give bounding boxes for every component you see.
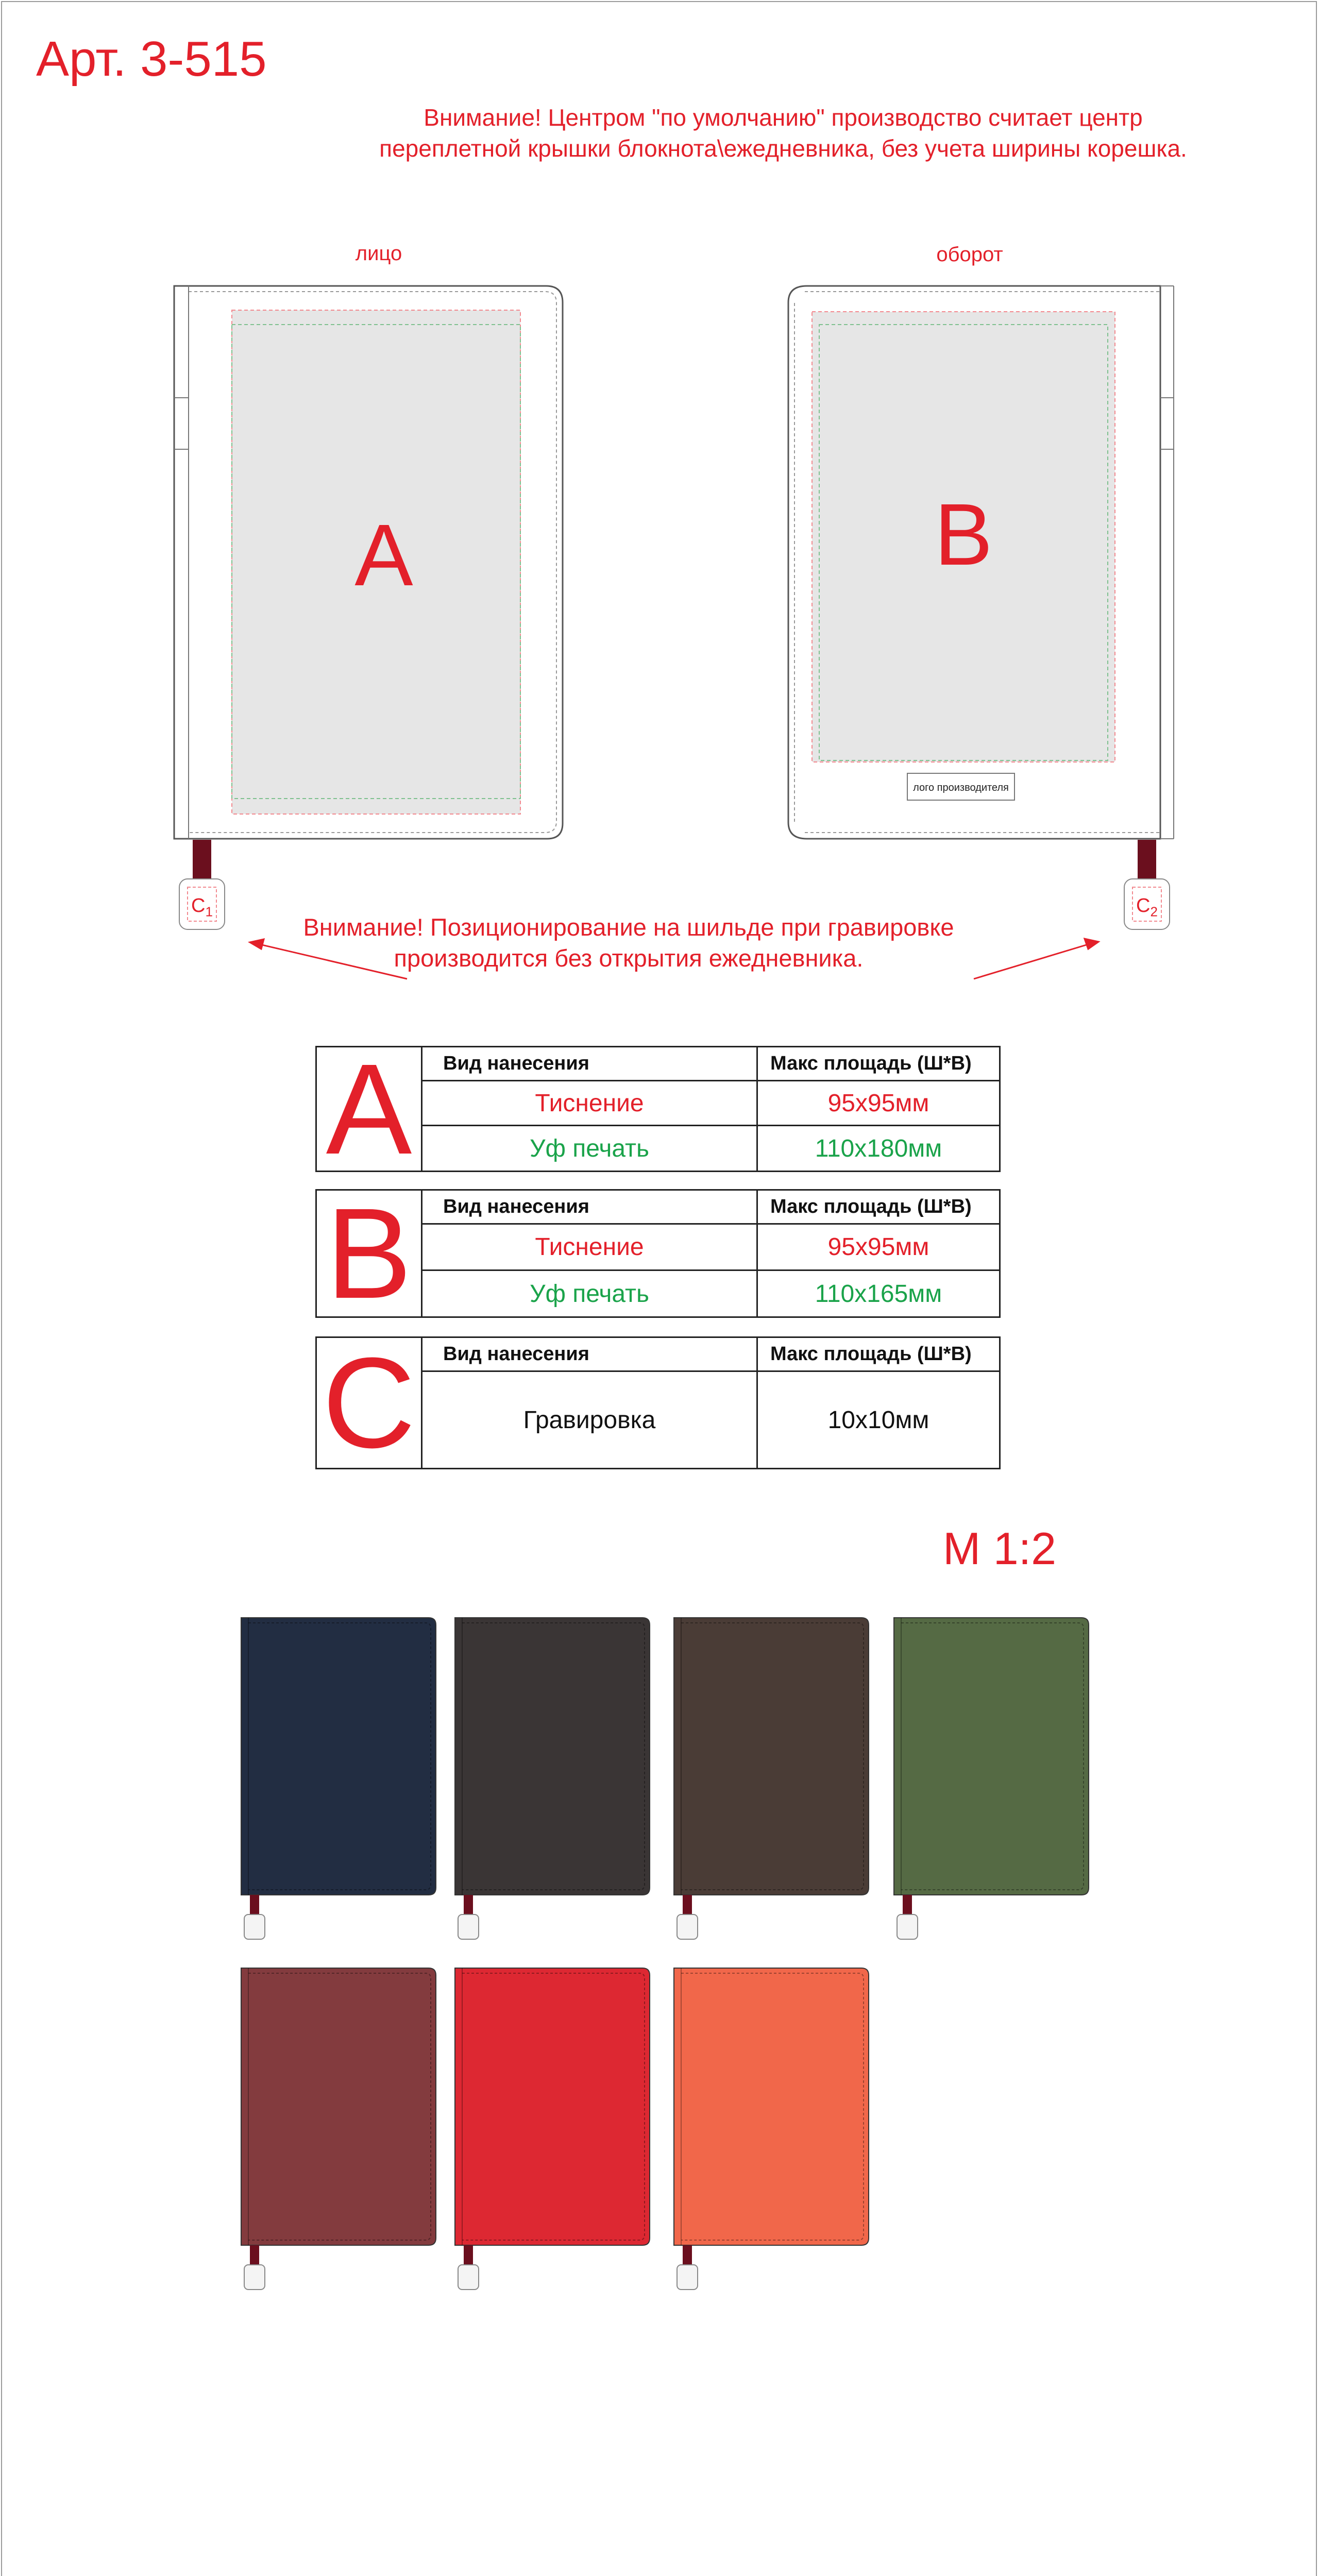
table-a-head-area: Макс площадь (Ш*В) <box>756 1047 999 1081</box>
table-c-head-area: Макс площадь (Ш*В) <box>756 1338 999 1372</box>
notebook-swatch-1 <box>241 1618 436 1939</box>
table-b-head-area: Макс площадь (Ш*В) <box>756 1191 999 1225</box>
notebook-swatch-7 <box>674 1968 869 2290</box>
table-c-area-1: 10х10мм <box>756 1372 999 1468</box>
zone-b-label: B <box>934 486 993 584</box>
tag-c1-label: $C_1$ <box>191 895 213 920</box>
table-a-method-1: Тиснение <box>422 1081 756 1126</box>
notebook-swatch-5 <box>241 1968 436 2290</box>
center-notice-line2: переплетной крышки блокнота\ежедневника, без учета ширины корешка. <box>379 135 1187 162</box>
notebook-swatch-4 <box>894 1618 1089 1939</box>
table-b-area-2: 110х165мм <box>756 1271 999 1316</box>
table-b-head-method: Вид нанесения <box>422 1191 756 1225</box>
notebook-swatch-6 <box>455 1968 650 2290</box>
table-c-head-method: Вид нанесения <box>422 1338 756 1372</box>
notebook-swatch-2 <box>455 1618 650 1939</box>
table-b-method-1: Тиснение <box>422 1225 756 1271</box>
scale-label: М 1:2 <box>943 1523 1057 1574</box>
notebook-swatch-3 <box>674 1618 869 1939</box>
table-a-area-2: 110х180мм <box>756 1126 999 1171</box>
zone-a-label: A <box>354 506 413 604</box>
tag-c2-label: $C_2$ <box>1136 895 1158 920</box>
article-title: Арт. 3-515 <box>36 31 267 87</box>
back-label: оборот <box>936 243 1003 266</box>
engraving-notice-line2: производится без открытия ежедневника. <box>394 944 864 972</box>
manufacturer-logo-box: лого производителя <box>907 773 1015 801</box>
table-a-area-1: 95х95мм <box>756 1081 999 1126</box>
table-a-method-2: Уф печать <box>529 1134 650 1162</box>
table-a-letter: A <box>317 1047 422 1171</box>
table-b-method-2: Уф печать <box>529 1280 650 1308</box>
center-notice-line1: Внимание! Центром "по умолчанию" производство считает центр <box>424 104 1143 131</box>
table-a-head-method: Вид нанесения <box>422 1047 756 1081</box>
table-b-area-1: 95х95мм <box>756 1225 999 1271</box>
engraving-notice-line1: Внимание! Позиционирование на шильде при гравировке <box>303 913 954 941</box>
table-c-method-1: Гравировка <box>523 1406 656 1434</box>
table-b-letter: B <box>317 1191 422 1316</box>
table-c-letter: C <box>317 1338 422 1468</box>
front-label: лицо <box>355 242 402 265</box>
